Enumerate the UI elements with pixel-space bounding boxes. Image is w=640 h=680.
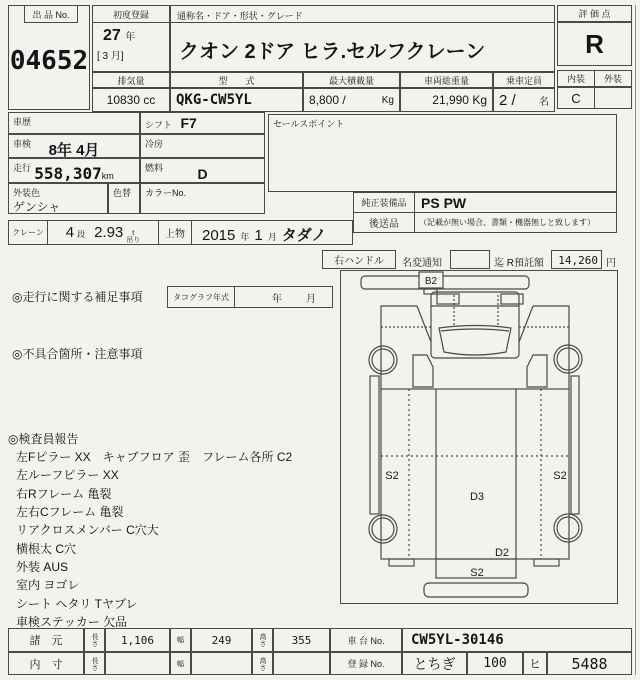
color-no-cell (140, 183, 265, 214)
rear-bumper (424, 583, 528, 597)
later-items-cell (414, 212, 617, 233)
side-rail-right (571, 376, 579, 514)
inspector-line: 左Fピラー XX キャブフロア 歪 フレーム各所 C2 (16, 450, 293, 464)
gross-weight-value: 21,990 Kg (432, 93, 487, 107)
deposit-unit: 円 (606, 258, 616, 269)
shift-cell (140, 112, 265, 134)
step-left (413, 355, 433, 387)
crane-label: クレーン (9, 221, 48, 244)
body-label: 上物 (158, 221, 192, 244)
front-wheel-left (369, 346, 397, 374)
inner-row-label: 内 寸 (8, 652, 84, 675)
fuel-label: 燃料 (145, 163, 164, 173)
inspector-line: 右Rフレーム 亀裂 (16, 487, 112, 501)
crane-stages: 4 (65, 224, 75, 241)
capacity-label: 乗車定員 (493, 72, 555, 88)
registration-class: 100 (467, 652, 523, 675)
front-bumper (361, 276, 529, 289)
body-maker: タダノ (281, 227, 327, 244)
inspector-heading: ◎検査員報告 (8, 432, 79, 446)
displacement-label: 排気量 (92, 72, 170, 88)
max-load-unit: Kg (381, 94, 394, 106)
mileage-note-heading: ◎走行に関する補足事項 (12, 290, 143, 304)
tacho-box (167, 286, 333, 308)
name-cell (170, 22, 555, 72)
name-change-label: 名変通知 (402, 258, 442, 269)
spec-row-label: 諸 元 (8, 628, 84, 652)
shift-value: F7 (180, 115, 197, 131)
ac-cell (140, 134, 265, 158)
sales-point-box (268, 114, 617, 192)
gross-weight-label: 車両総重量 (400, 72, 493, 88)
inner-height-label: 高さ (252, 652, 273, 675)
height-label: 高さ (252, 628, 273, 652)
inspector-line: 車検ステッカー 欠品 (16, 615, 128, 629)
deposit-label: 迄 R預託額 (494, 258, 544, 269)
first-reg-cell (92, 22, 170, 72)
score-label: 評 価 点 (557, 5, 632, 22)
mileage-label: 走行 (13, 163, 32, 173)
oem-equip-cell (414, 192, 617, 213)
inspector-line: 外装 AUS (16, 560, 69, 574)
color-no-label: カラーNo. (145, 188, 187, 198)
ext-color-value: ゲンシャ (13, 200, 61, 214)
shift-label: シフト (145, 120, 173, 130)
crane-capacity: 2.93 (94, 224, 124, 241)
inner-width-value (191, 652, 252, 675)
crane-capacity-unit: t 吊り (126, 230, 141, 244)
mirror-right (519, 306, 533, 342)
inspector-line: 左右Cフレーム 亀裂 (16, 505, 124, 519)
chassis-label: 車 台 No. (330, 628, 402, 652)
handle-badge: 右ハンドル (322, 250, 396, 269)
length-label: 長さ (84, 628, 105, 652)
capacity-cell (493, 88, 555, 112)
ext-color-cell (8, 183, 108, 214)
side-rail-left (370, 376, 379, 514)
later-items-label: 後送品 (353, 212, 415, 233)
later-items-note: （記載が無い場合、書類・機器無しと致します） (419, 218, 595, 227)
interior-score: C (557, 87, 595, 109)
inspector-line: シート ヘタリ Tヤブレ (16, 597, 138, 611)
ext-color-label: 外装色 (13, 188, 41, 198)
model-code: QKG-CW5YL (176, 92, 252, 108)
shaken-value: 8年 4月 (48, 142, 100, 159)
inspector-line: 室内 ヨゴレ (16, 578, 80, 592)
sheet-right-border (635, 5, 636, 675)
inner-height-value (273, 652, 330, 675)
vehicle-diagram-box (340, 270, 618, 604)
deposit-value: 14,260 (551, 250, 602, 269)
first-reg-year: 27 (103, 27, 121, 44)
exterior-label: 外装 (594, 70, 632, 87)
mileage-unit: km (101, 171, 114, 181)
mark-center: D3 (469, 491, 485, 503)
gross-weight-cell (400, 88, 493, 112)
max-load-cell (303, 88, 400, 112)
lot-number: 04652 (9, 46, 89, 76)
recolor-label: 色替 (113, 188, 132, 198)
mileage-value: 558,307 (34, 164, 102, 183)
mark-left-side: S2 (385, 470, 399, 482)
inspector-line: 横根太 C穴 (16, 542, 77, 556)
cab-window-right (501, 294, 523, 304)
sales-point-label: セールスポイント (273, 119, 345, 129)
front-wheel-right (554, 345, 582, 373)
chassis-cell (402, 628, 632, 652)
cab-window-left (437, 294, 459, 304)
score-value: R (557, 22, 632, 66)
interior-label: 内装 (557, 70, 595, 87)
body-value: 2015 年 1 月 タダノ (192, 221, 352, 244)
max-load-label: 最大積載量 (303, 72, 400, 88)
registration-number: 5488 (547, 652, 632, 675)
name-change-box (450, 250, 490, 269)
vehicle-name: クオン 2ドア ヒラ.セルフクレーン (179, 41, 486, 63)
mark-rear-inner: D2 (494, 547, 510, 559)
oem-equip-value: PS PW (421, 195, 467, 211)
registration-area: とちぎ (402, 652, 467, 675)
inner-length-value (105, 652, 170, 675)
vehicle-diagram (341, 271, 617, 603)
mark-right-side: S2 (553, 470, 567, 482)
crane-stages-unit: 段 (77, 230, 86, 239)
body-month: 1 (254, 227, 263, 244)
height-value: 355 (273, 628, 330, 652)
crane-row (8, 220, 353, 245)
registration-label: 登 録 No. (330, 652, 402, 675)
step-right (527, 355, 547, 387)
inner-length-label: 長さ (84, 652, 105, 675)
inspector-line: 左ルーフピラー XX (16, 468, 119, 482)
history-label: 車歴 (13, 117, 32, 127)
capacity-value: 2 / (499, 91, 516, 109)
fuel-cell (140, 158, 265, 183)
model-label: 型 式 (170, 72, 303, 88)
oem-equip-label: 純正装備品 (353, 192, 415, 213)
crane-spec (48, 221, 158, 244)
rear-wheel-left (369, 515, 397, 543)
chassis-number: CW5YL-30146 (411, 632, 504, 648)
first-reg-label: 初度登録 (92, 5, 170, 23)
name-header: 通称名・ドア・形状・グレード (170, 5, 555, 23)
capacity-unit: 名 (539, 96, 549, 108)
model-value-cell (170, 88, 303, 112)
fuel-value: D (197, 166, 208, 182)
width-value: 249 (191, 628, 252, 652)
shaken-cell (8, 134, 140, 158)
tacho-value: 年 月 (272, 293, 316, 305)
ac-label: 冷房 (145, 139, 164, 149)
mark-front: B2 (424, 276, 438, 287)
mileage-cell (8, 158, 140, 183)
displacement-value: 10830 cc (92, 88, 170, 112)
mirror-left (417, 306, 431, 342)
shaken-label: 車検 (13, 139, 32, 149)
length-value: 1,106 (105, 628, 170, 652)
max-load-value: 8,800 / (309, 93, 346, 107)
mark-rear: S2 (470, 567, 484, 579)
exterior-score (594, 87, 632, 109)
first-reg-month: [ 3 月] (97, 51, 124, 62)
rear-wheel-right (554, 514, 582, 542)
tacho-label: タコグラフ年式 (168, 287, 235, 307)
lot-label: 出 品 No. (24, 5, 78, 23)
recolor-cell (108, 183, 140, 214)
inspector-line: リアクロスメンバー C穴大 (16, 523, 159, 537)
body-year: 2015 (202, 227, 236, 244)
registration-kana: ヒ (523, 652, 547, 675)
inner-width-label: 幅 (170, 652, 191, 675)
width-label: 幅 (170, 628, 191, 652)
defect-heading: ◎不具合箇所・注意事項 (12, 347, 143, 361)
first-reg-year-unit: 年 (125, 32, 136, 43)
history-cell (8, 112, 140, 134)
